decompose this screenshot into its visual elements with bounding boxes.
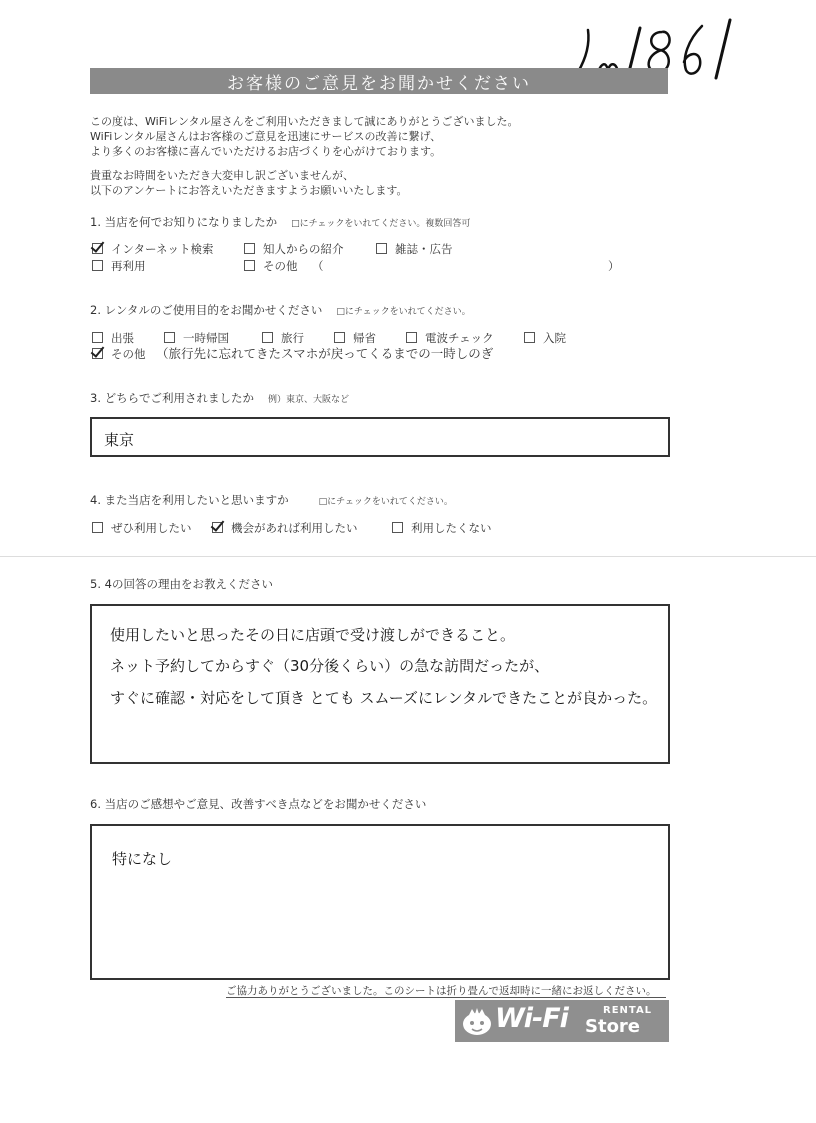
q6-answer-box[interactable]: [90, 824, 670, 980]
q4-option-if-chance[interactable]: [212, 520, 358, 536]
checkbox[interactable]: [244, 243, 255, 254]
page-title: お客様のご意見をお聞かせください: [90, 68, 668, 94]
option-label: 再利用: [111, 259, 146, 273]
q1-other-close-paren: ）: [608, 259, 620, 273]
option-label: 利用したくない: [411, 521, 492, 535]
question-3-example: 例）東京、大阪など: [268, 395, 350, 405]
option-label: 旅行: [281, 331, 304, 345]
logo-rental-text: RENTAL: [603, 1005, 653, 1016]
checkbox-checked[interactable]: [212, 522, 223, 533]
mascot-icon: [461, 1005, 493, 1037]
question-5: [90, 576, 273, 592]
option-label: 帰省: [353, 331, 376, 345]
question-3: [90, 390, 349, 406]
intro-line-5: 以下のアンケートにお答えいただきますようお願いいたします。: [90, 184, 408, 197]
q2-other-handwritten: （旅行先に忘れてきたスマホが戻ってくるまでの一時しのぎ: [156, 346, 494, 361]
question-4-label: 4. また当店を利用したいと思いますか: [90, 493, 289, 507]
q1-option-magazine[interactable]: [376, 241, 453, 257]
option-label: ぜひ利用したい: [111, 521, 192, 535]
question-4-note: □にチェックをいれてください。: [318, 497, 453, 507]
q1-option-referral[interactable]: [244, 241, 344, 257]
option-label: インターネット検索: [111, 242, 214, 256]
checkbox[interactable]: [392, 522, 403, 533]
question-1-label: 1. 当店を何でお知りになりましたか: [90, 215, 278, 229]
option-label: 知人からの紹介: [263, 242, 344, 256]
checkbox-checked[interactable]: [92, 348, 103, 359]
question-1: [90, 214, 470, 230]
checkbox[interactable]: [92, 332, 103, 343]
q2-option-other[interactable]: [92, 346, 146, 362]
question-6: [90, 796, 426, 812]
option-label: 一時帰国: [183, 331, 229, 345]
checkbox[interactable]: [524, 332, 535, 343]
checkbox[interactable]: [164, 332, 175, 343]
q4-option-no[interactable]: [392, 520, 492, 536]
option-label: 電波チェック: [425, 331, 494, 345]
q5-answer-line-2: ネット予約してからすぐ（30分後くらい）の急な訪問だったが、: [110, 657, 550, 675]
question-6-label: 6. 当店のご感想やご意見、改善すべき点などをお聞かせください: [90, 797, 427, 811]
q5-answer-line-1: 使用したいと思ったその日に店頭で受け渡しができること。: [110, 626, 516, 644]
q1-option-other[interactable]: [244, 258, 298, 274]
q1-option-internet[interactable]: [92, 241, 213, 257]
logo-wifi-text: Wi-Fi: [495, 1003, 568, 1034]
question-5-label: 5. 4の回答の理由をお教えください: [90, 577, 273, 591]
checkbox[interactable]: [262, 332, 273, 343]
q3-answer-text: 東京: [104, 431, 135, 449]
question-2-note: □にチェックをいれてください。: [336, 307, 471, 317]
intro-line-1: この度は、WiFiレンタル屋さんをご利用いただきまして誠にありがとうございました。: [90, 115, 519, 128]
q6-answer-text: 特になし: [112, 850, 173, 868]
checkbox[interactable]: [376, 243, 387, 254]
question-3-label: 3. どちらでご利用されましたか: [90, 391, 255, 405]
checkbox[interactable]: [92, 522, 103, 533]
logo-store-text: Store: [585, 1016, 641, 1037]
fold-line: [0, 556, 816, 557]
intro-line-4: 貴重なお時間をいただき大変申し訳ございませんが、: [90, 169, 354, 182]
footer-note: ご協力ありがとうございました。このシートは折り畳んで返却時に一緒にお返しください。: [226, 985, 657, 997]
q1-option-reuse[interactable]: [92, 258, 146, 274]
q4-option-definitely[interactable]: [92, 520, 192, 536]
checkbox[interactable]: [406, 332, 417, 343]
wifi-store-logo: [455, 1000, 669, 1042]
checkbox[interactable]: [92, 260, 103, 271]
checkbox[interactable]: [244, 260, 255, 271]
question-4: [90, 492, 453, 508]
checkbox[interactable]: [334, 332, 345, 343]
question-2-label: 2. レンタルのご使用目的をお聞かせください: [90, 303, 323, 317]
q5-answer-line-3: すぐに確認・対応をして頂き とても スムーズにレンタルできたことが良かった。: [110, 689, 658, 707]
footer-rule: [226, 997, 666, 998]
question-1-note: □にチェックをいれてください。複数回答可: [291, 219, 471, 229]
q3-answer-box[interactable]: [90, 417, 670, 457]
option-label: 出張: [111, 331, 134, 345]
q1-other-open-paren: （: [312, 259, 324, 273]
option-label: 入院: [543, 331, 566, 345]
option-label: その他: [111, 347, 146, 361]
option-label: 雑誌・広告: [395, 242, 453, 256]
intro-line-3: より多くのお客様に喜んでいただけるお店づくりを心がけております。: [90, 145, 442, 158]
option-label: その他: [263, 259, 298, 273]
question-2: [90, 302, 471, 318]
option-label: 機会があれば利用したい: [231, 521, 358, 535]
intro-line-2: WiFiレンタル屋さんはお客様のご意見を迅速にサービスの改善に繋げ、: [90, 130, 442, 143]
q2-option-hospital[interactable]: [524, 330, 566, 346]
checkbox-checked[interactable]: [92, 243, 103, 254]
